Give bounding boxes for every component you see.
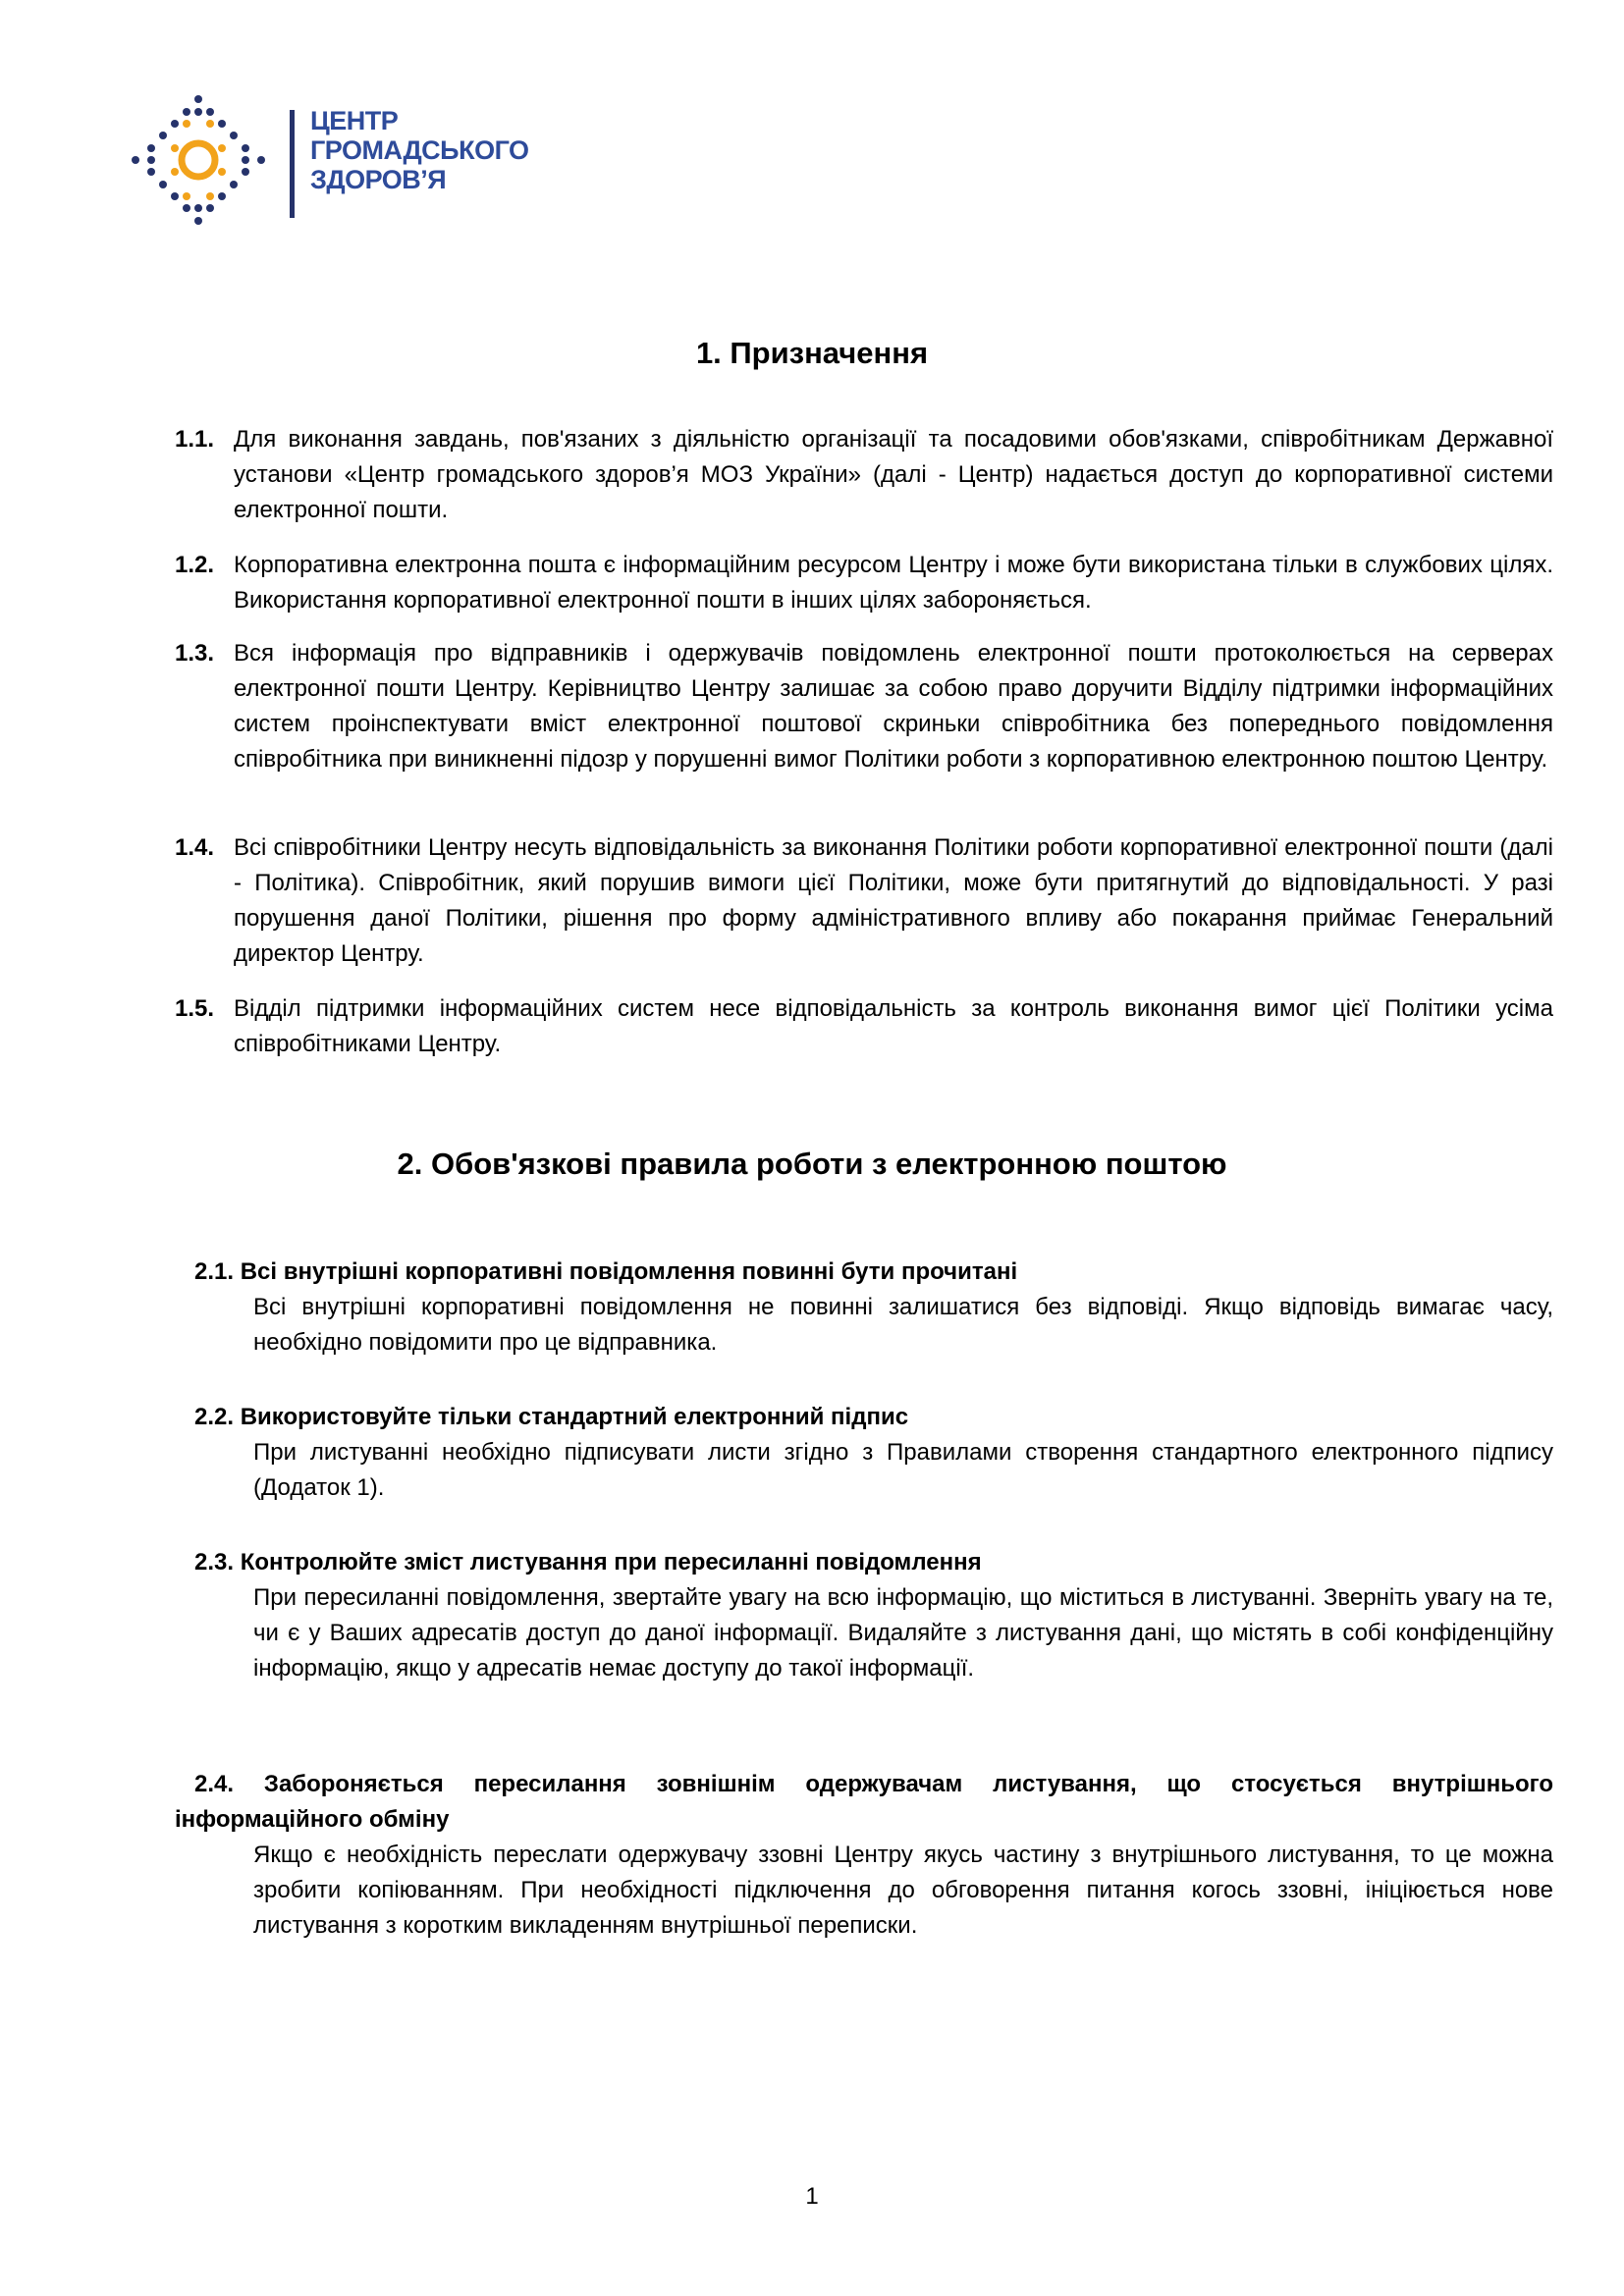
logo-line-3: ЗДОРОВ’Я: [310, 165, 447, 194]
section-2-title: 2. Обов'язкові правила роботи з електронною поштою: [397, 1147, 1227, 1181]
logo-divider: [290, 110, 295, 218]
item-1-5-number: 1.5.: [175, 995, 215, 1022]
item-1-2-number: 1.2.: [175, 552, 215, 578]
item-1-4-number: 1.4.: [175, 834, 215, 861]
org-logo: [130, 94, 529, 232]
logo-dots-icon: [130, 94, 267, 232]
item-2-2-heading: 2.2. Використовуйте тільки стандартний електронний підпис: [194, 1404, 909, 1430]
item-2-2-text: При листуванні необхідно підписувати листи згідно з Правилами створення стандартного електронного підпису (Додаток 1).: [253, 1439, 1553, 1501]
page-number: 1: [805, 2183, 819, 2210]
item-1-3-number: 1.3.: [175, 640, 215, 667]
item-2-3-heading: 2.3. Контролюйте зміст листування при пересиланні повідомлення: [194, 1549, 982, 1575]
item-2-4-text: Якщо є необхідність переслати одержувачу ззовні Центру якусь частину з внутрішнього листування, то це можна зробити копіюванням. При необхідності підключення до обговорення питання когось ззовні, ініціюється нове листування з коротким викладенням внутрішньої переписки.: [253, 1842, 1553, 1939]
item-1-1-text: Для виконання завдань, пов'язаних з діяльністю організації та посадовими обов'язками, співробітникам Державної установи «Центр громадського здоров’я МОЗ України» (далі - Центр) надається доступ до корпоративної системи електронної пошти.: [234, 426, 1553, 523]
item-2-4-heading: 2.4. Забороняється пересилання зовнішнім одержувачам листування, що стосується внутрішнього інформаційного обміну: [175, 1771, 1553, 1833]
item-1-3-text: Вся інформація про відправників і одержувачів повідомлень електронної пошти протоколюється на серверах електронної пошти Центру. Керівництво Центру залишає за собою право доручити Відділу підтримки інформаційних систем проінспектувати вміст електронної поштової скриньки співробітника без попереднього повідомлення співробітника при виникненні підозр у порушенні вимог Політики роботи з корпоративною електронною поштою Центру.: [234, 640, 1553, 773]
item-1-5-text: Відділ підтримки інформаційних систем несе відповідальність за контроль виконання вимог цієї Політики усіма співробітниками Центру.: [234, 995, 1553, 1057]
item-2-1-text: Всі внутрішні корпоративні повідомлення не повинні залишатися без відповіді. Якщо відповідь вимагає часу, необхідно повідомити про це відправника.: [253, 1294, 1553, 1356]
item-1-1-number: 1.1.: [175, 426, 215, 453]
section-1-title: 1. Призначення: [695, 336, 929, 370]
logo-line-1: ЦЕНТР: [310, 106, 399, 135]
logo-wordmark: [310, 106, 529, 194]
item-1-2-text: Корпоративна електронна пошта є інформаційним ресурсом Центру і може бути використана тільки в службових цілях. Використання корпоративної електронної пошти в інших цілях забороняється.: [234, 552, 1553, 614]
logo-line-2: ГРОМАДСЬКОГО: [310, 135, 529, 165]
item-2-1-heading: 2.1. Всі внутрішні корпоративні повідомлення повинні бути прочитані: [194, 1258, 1018, 1285]
item-1-4-text: Всі співробітники Центру несуть відповідальність за виконання Політики роботи корпоративної електронної пошти (далі - Політика). Співробітник, який порушив вимоги цієї Політики, може бути притягнутий до відповідальності. У разі порушення даної Політики, рішення про форму адміністративного впливу або покарання приймає Генеральний директор Центру.: [234, 834, 1553, 967]
item-2-3-text: При пересиланні повідомлення, звертайте увагу на всю інформацію, що міститься в листуванні. Зверніть увагу на те, чи є у Ваших адресатів доступ до даної інформації. Видаляйте з листування дані, що містять в собі конфіденційну інформацію, якщо у адресатів немає доступу до такої інформації.: [253, 1584, 1553, 1682]
